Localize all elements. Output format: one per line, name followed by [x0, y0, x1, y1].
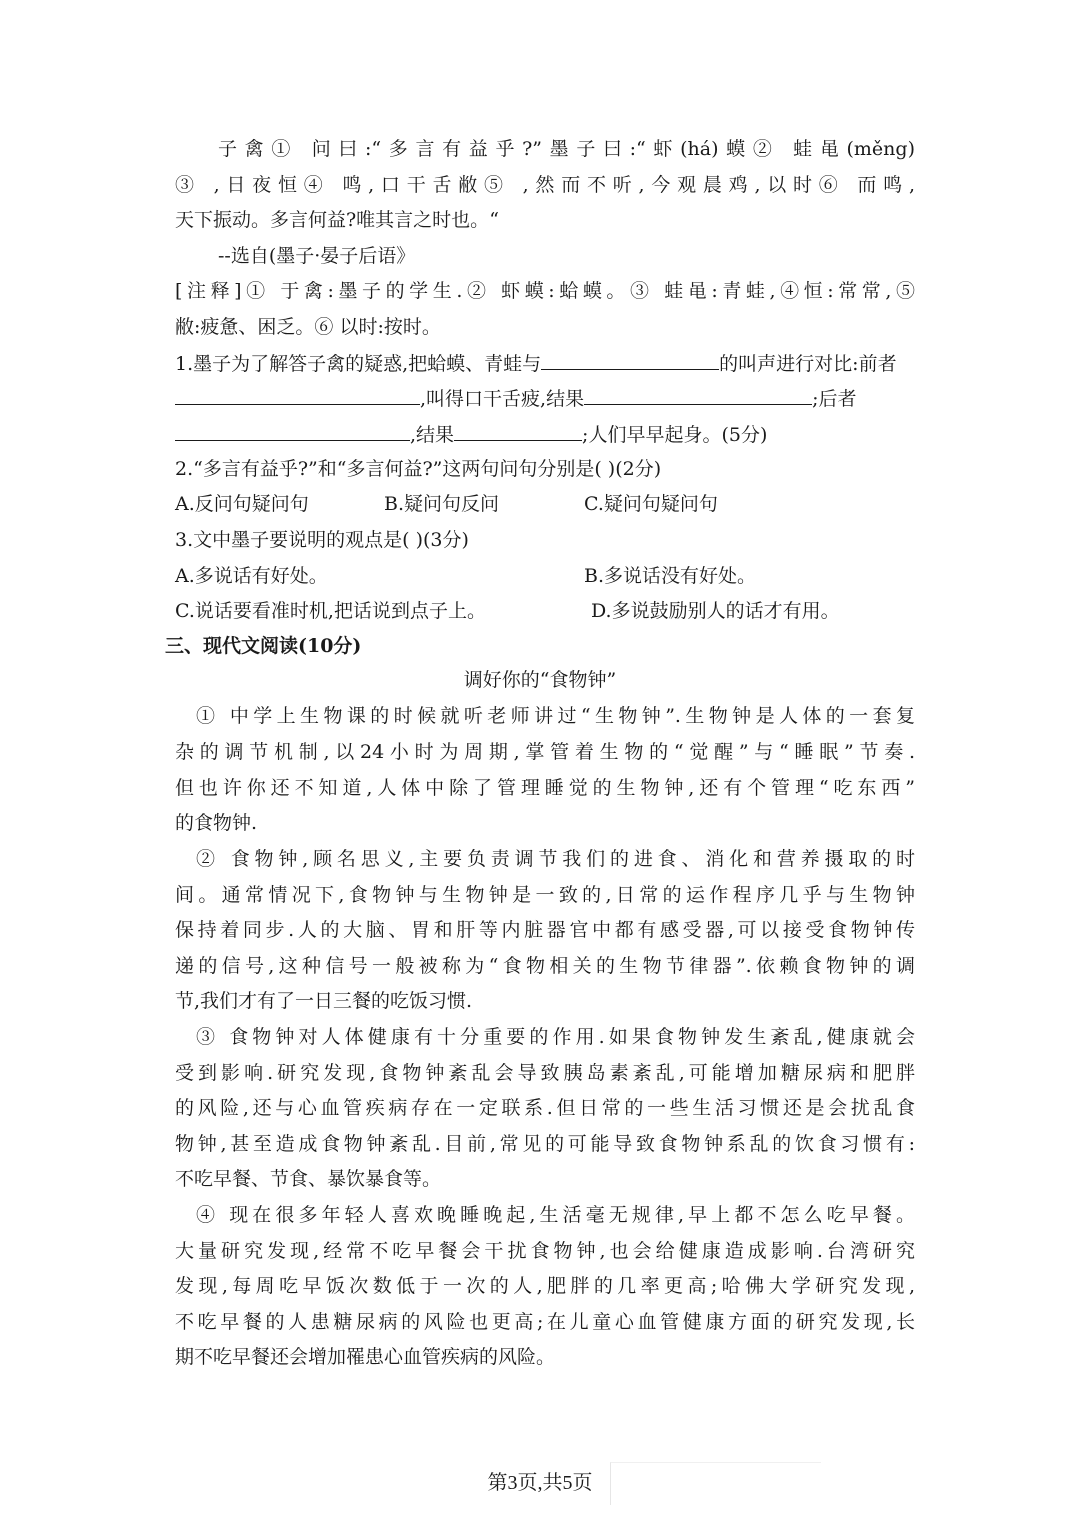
passage-line-1: 子禽① 问曰:“多言有益乎?”墨子曰:“虾(há)蟆② 蛙黾(měng) — [218, 138, 915, 160]
question-3-stem: 3.文中墨子要说明的观点是( )(3分) — [175, 529, 469, 551]
question-1-line-3 — [175, 422, 767, 447]
paragraph-3-line-4: 物钟,甚至造成食物钟紊乱.目前,常见的可能导致食物钟系乱的饮食习惯有: — [175, 1133, 915, 1155]
paragraph-2-line-4: 递的信号,这种信号一般被称为“食物相关的生物节律器”.依赖食物钟的调 — [175, 955, 915, 977]
section-3-heading: 三、现代文阅读(10分) — [165, 635, 362, 657]
q1-blank-3[interactable] — [584, 386, 812, 405]
paragraph-4-line-5: 期不吃早餐还会增加罹患心血管疾病的风险。 — [175, 1346, 556, 1368]
passage-line-2: ③ ,日夜恒④ 鸣,口干舌敝⑤ ,然而不听,今观晨鸡,以时⑥ 而鸣, — [175, 174, 915, 196]
question-3-option-c: C.说话要看准时机,把话说到点子上。 — [175, 600, 486, 622]
q1-blank-4[interactable] — [175, 422, 410, 441]
paragraph-2-line-2: 间。通常情况下,食物钟与生物钟是一致的,日常的运作程序几乎与生物钟 — [175, 884, 915, 906]
q1-blank-2[interactable] — [175, 386, 420, 405]
paragraph-4-line-1: ④ 现在很多年轻人喜欢晚睡晚起,生活毫无规律,早上都不怎么吃早餐。 — [196, 1204, 915, 1226]
question-3-option-d: D.多说鼓励别人的话才有用。 — [591, 600, 840, 622]
paragraph-4-line-2: 大量研究发现,经常不吃早餐会干扰食物钟,也会给健康造成影响.台湾研究 — [175, 1240, 915, 1262]
paragraph-3-line-3: 的风险,还与心血管疾病存在一定联系.但日常的一些生活习惯还是会扰乱食 — [175, 1097, 915, 1119]
page-number: 第3页,共5页 — [487, 1472, 593, 1494]
q1-text-d: ;后者 — [812, 388, 857, 410]
question-2-option-c: C.疑问句疑问句 — [584, 493, 718, 515]
q1-text-c: ,叫得口干舌疲,结果 — [420, 388, 585, 410]
passage-line-3: 天下振动。多言何益?唯其言之时也。“ — [175, 209, 499, 231]
paragraph-2-line-5: 节,我们才有了一日三餐的吃饭习惯. — [175, 990, 473, 1012]
question-3-option-b: B.多说话没有好处。 — [584, 565, 757, 587]
paragraph-3-line-1: ③ 食物钟对人体健康有十分重要的作用.如果食物钟发生紊乱,健康就会 — [196, 1026, 915, 1048]
paragraph-1-line-3: 但也许你还不知道,人体中除了管理睡觉的生物钟,还有个管理“吃东西” — [175, 777, 915, 799]
q1-blank-1[interactable] — [541, 351, 719, 370]
paragraph-2-line-1: ② 食物钟,顾名思义,主要负责调节我们的进食、消化和营养摄取的时 — [196, 848, 915, 870]
paragraph-1-line-1: ① 中学上生物课的时候就听老师讲过“生物钟”.生物钟是人体的一套复 — [196, 705, 915, 727]
q1-text-b: 的叫声进行对比:前者 — [719, 353, 897, 375]
paragraph-4-line-4: 不吃早餐的人患糖尿病的风险也更高;在儿童心血管健康方面的研究发现,长 — [175, 1311, 915, 1333]
paragraph-2-line-3: 保持着同步.人的大脑、胃和肝等内脏器官中都有感受器,可以接受食物钟传 — [175, 919, 915, 941]
article-title: 调好你的“食物钟” — [463, 669, 617, 691]
passage-source: --选自(墨子·晏子后语》 — [218, 245, 416, 267]
paragraph-3-line-2: 受到影响.研究发现,食物钟紊乱会导致胰岛素紊乱,可能增加糖尿病和肥胖 — [175, 1062, 915, 1084]
question-3-option-a: A.多说话有好处。 — [175, 565, 328, 587]
question-1-line-2 — [175, 386, 857, 411]
annotation-line-2: 敝:疲惫、困乏。⑥ 以时:按时。 — [175, 316, 441, 338]
question-2-stem: 2.“多言有益乎?”和“多言何益?”这两句问句分别是( )(2分) — [175, 458, 662, 480]
paragraph-3-line-5: 不吃早餐、节食、暴饮暴食等。 — [175, 1168, 442, 1190]
annotation-line-1: [注释]① 于禽:墨子的学生.② 虾蟆:蛤蟆。③ 蛙黾:青蛙,④恒:常常,⑤ — [175, 280, 915, 302]
paragraph-1-line-2: 杂的调节机制,以24小时为周期,掌管着生物的“觉醒”与“睡眠”节奏. — [175, 741, 915, 763]
question-1-line-1 — [175, 351, 897, 376]
q1-text-a: 1.墨子为了解答子禽的疑惑,把蛤蟆、青蛙与 — [175, 353, 542, 375]
q1-blank-5[interactable] — [454, 422, 582, 441]
q1-text-e: ,结果 — [410, 424, 455, 446]
paragraph-1-line-4: 的食物钟. — [175, 812, 258, 834]
q1-text-f: ;人们早早起身。(5分) — [582, 424, 768, 446]
question-2-option-b: B.疑问句反问 — [384, 493, 500, 515]
paragraph-4-line-3: 发现,每周吃早饭次数低于一次的人,肥胖的几率更高;哈佛大学研究发现, — [175, 1275, 915, 1297]
question-2-option-a: A.反问句疑问句 — [175, 493, 309, 515]
